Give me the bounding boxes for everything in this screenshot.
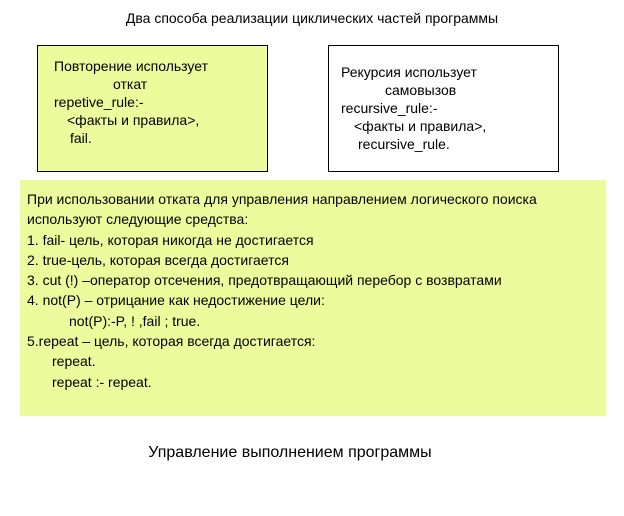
list-item-repeat: 5.repeat – цель, которая всегда достигается: [27,333,316,350]
repetition-rule-end: fail. [70,130,92,146]
slide-caption: Управление выполнением программы [148,444,432,461]
recursion-rule-head: recursive_rule:- [341,100,438,116]
recursion-rule-body: <факты и правила>, [354,118,487,134]
repetition-subheading: откат [113,76,148,92]
recursion-box [328,45,559,172]
repetition-rule-body: <факты и правила>, [67,112,200,128]
repeat-rule: repeat :- repeat. [52,373,152,390]
repetition-heading: Повторение использует [54,58,208,74]
slide-title: Два способа реализации циклических частей программы [125,10,499,26]
intro-line-2: используют следующие средства: [27,211,249,228]
repetition-rule-head: repetive_rule:- [54,94,144,110]
repeat-fact: repeat. [52,353,96,370]
not-definition: not(P):-P, ! ,fail ; true. [69,312,201,329]
recursion-subheading: самовызов [385,82,457,98]
recursion-rule-end: recursive_rule. [358,136,450,152]
list-item-true: 2. true-цель, которая всегда достигается [27,251,289,268]
list-item-not: 4. not(P) – отрицание как недостижение цели: [27,292,325,309]
list-item-cut: 3. cut (!) –оператор отсечения, предотвращающий перебор с возвратами [27,272,502,289]
backtracking-tools-box [20,180,606,416]
intro-line-1: При использовании отката для управления направлением логического поиска [27,191,537,207]
recursion-heading: Рекурсия использует [341,64,477,80]
repetition-box [37,45,268,172]
list-item-fail: 1. fail- цель, которая никогда не достигается [27,231,314,248]
